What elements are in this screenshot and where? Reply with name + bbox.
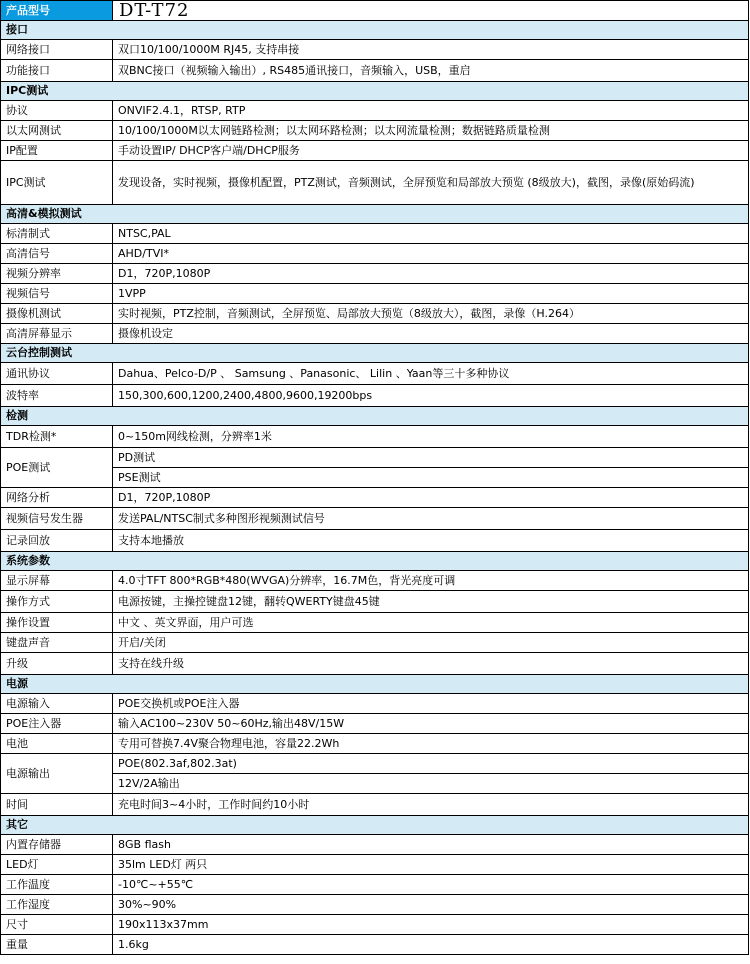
- spec-label: 时间: [1, 794, 113, 816]
- spec-row: [1, 363, 749, 385]
- spec-row: [1, 653, 749, 675]
- spec-row: [1, 468, 749, 488]
- spec-row: [1, 794, 749, 816]
- section-header: [1, 407, 749, 426]
- spec-label: 内置存储器: [1, 835, 113, 855]
- section-title: 接口: [1, 21, 749, 40]
- spec-label: 标清制式: [1, 224, 113, 244]
- section-title: 高清&模拟测试: [1, 205, 749, 224]
- spec-row: [1, 714, 749, 734]
- spec-label: 网络接口: [1, 40, 113, 60]
- section-header: [1, 552, 749, 571]
- section-header: [1, 21, 749, 40]
- spec-label: 以太网测试: [1, 121, 113, 141]
- spec-row: [1, 895, 749, 915]
- spec-row: [1, 754, 749, 774]
- section-title: 云台控制测试: [1, 344, 749, 363]
- spec-label: IP配置: [1, 141, 113, 161]
- spec-value: 支持本地播放: [113, 530, 749, 552]
- spec-row: [1, 448, 749, 468]
- spec-row: [1, 591, 749, 613]
- spec-row: [1, 101, 749, 121]
- spec-value: 190x113x37mm: [113, 915, 749, 935]
- spec-row: [1, 633, 749, 653]
- spec-value: 中文 、英文界面，用户可选: [113, 613, 749, 633]
- model-row: [1, 1, 749, 21]
- spec-label: 视频信号: [1, 284, 113, 304]
- section-title: IPC测试: [1, 82, 749, 101]
- spec-label: 操作设置: [1, 613, 113, 633]
- spec-row: [1, 613, 749, 633]
- spec-row: [1, 571, 749, 591]
- spec-value: Dahua、Pelco-D/P 、 Samsung 、Panasonic、 Lilin 、Yaan等三十多种协议: [113, 363, 749, 385]
- spec-label: 高清信号: [1, 244, 113, 264]
- spec-row: [1, 734, 749, 754]
- section-header: [1, 205, 749, 224]
- spec-label: 高清屏幕显示: [1, 324, 113, 344]
- spec-row: [1, 774, 749, 794]
- spec-row: [1, 60, 749, 82]
- section-header: [1, 82, 749, 101]
- spec-row: [1, 324, 749, 344]
- spec-value: 发送PAL/NTSC制式多种图形视频测试信号: [113, 508, 749, 530]
- spec-value: 电源按键，主操控键盘12键，翻转QWERTY键盘45键: [113, 591, 749, 613]
- spec-value: PSE测试: [113, 468, 749, 488]
- spec-label: 记录回放: [1, 530, 113, 552]
- model-name: DT-T72: [113, 1, 749, 21]
- spec-row: [1, 161, 749, 205]
- spec-row: [1, 264, 749, 284]
- spec-value: 1VPP: [113, 284, 749, 304]
- model-label: 产品型号: [1, 1, 113, 21]
- spec-row: [1, 40, 749, 60]
- spec-label: POE测试: [1, 448, 113, 488]
- spec-row: [1, 508, 749, 530]
- spec-value: 输入AC100~230V 50~60Hz,输出48V/15W: [113, 714, 749, 734]
- spec-label: 网络分析: [1, 488, 113, 508]
- spec-value: 1.6kg: [113, 935, 749, 955]
- spec-row: [1, 935, 749, 955]
- spec-label: 电池: [1, 734, 113, 754]
- spec-row: [1, 488, 749, 508]
- spec-value: D1，720P,1080P: [113, 488, 749, 508]
- spec-row: [1, 385, 749, 407]
- spec-value: 发现设备，实时视频，摄像机配置，PTZ测试，音频测试，全屏预览和局部放大预览 (8级放大)，截图，录像(原始码流): [113, 161, 749, 205]
- spec-value: 150,300,600,1200,2400,4800,9600,19200bps: [113, 385, 749, 407]
- spec-row: [1, 855, 749, 875]
- spec-value: D1，720P,1080P: [113, 264, 749, 284]
- spec-label: 操作方式: [1, 591, 113, 613]
- spec-label: POE注入器: [1, 714, 113, 734]
- section-title: 系统参数: [1, 552, 749, 571]
- spec-value: 12V/2A输出: [113, 774, 749, 794]
- spec-value: 支持在线升级: [113, 653, 749, 675]
- spec-label: 摄像机测试: [1, 304, 113, 324]
- spec-label: 协议: [1, 101, 113, 121]
- spec-value: 实时视频，PTZ控制，音频测试，全屏预览、局部放大预览（8级放大），截图，录像（H.264）: [113, 304, 749, 324]
- spec-value: 4.0寸TFT 800*RGB*480(WVGA)分辨率，16.7M色，背光亮度可调: [113, 571, 749, 591]
- spec-value: POE交换机或POE注入器: [113, 694, 749, 714]
- spec-label: 尺寸: [1, 915, 113, 935]
- spec-label: 显示屏幕: [1, 571, 113, 591]
- spec-row: [1, 530, 749, 552]
- spec-label: 视频信号发生器: [1, 508, 113, 530]
- spec-label: 工作温度: [1, 875, 113, 895]
- section-title: 检测: [1, 407, 749, 426]
- spec-value: 双BNC接口（视频输入输出）, RS485通讯接口，音频输入，USB，重启: [113, 60, 749, 82]
- spec-label: 功能接口: [1, 60, 113, 82]
- spec-row: [1, 915, 749, 935]
- section-header: [1, 816, 749, 835]
- spec-value: 35lm LED灯 两只: [113, 855, 749, 875]
- spec-value: PD测试: [113, 448, 749, 468]
- spec-label: TDR检测*: [1, 426, 113, 448]
- spec-value: ONVIF2.4.1，RTSP, RTP: [113, 101, 749, 121]
- spec-value: 手动设置IP/ DHCP客户端/DHCP服务: [113, 141, 749, 161]
- spec-label: 电源输出: [1, 754, 113, 794]
- spec-value: 双口10/100/1000M RJ45, 支持串接: [113, 40, 749, 60]
- spec-value: 0~150m网线检测，分辨率1米: [113, 426, 749, 448]
- spec-label: 电源输入: [1, 694, 113, 714]
- spec-row: [1, 141, 749, 161]
- spec-label: 视频分辨率: [1, 264, 113, 284]
- spec-value: AHD/TVI*: [113, 244, 749, 264]
- spec-label: 工作湿度: [1, 895, 113, 915]
- section-header: [1, 344, 749, 363]
- spec-value: 10/100/1000M以太网链路检测；以太网环路检测；以太网流量检测；数据链路质量检测: [113, 121, 749, 141]
- spec-value: 充电时间3~4小时，工作时间约10小时: [113, 794, 749, 816]
- spec-value: POE(802.3af,802.3at): [113, 754, 749, 774]
- spec-value: 开启/关闭: [113, 633, 749, 653]
- spec-row: [1, 121, 749, 141]
- spec-label: 重量: [1, 935, 113, 955]
- spec-value: 30%~90%: [113, 895, 749, 915]
- spec-label: 波特率: [1, 385, 113, 407]
- spec-row: [1, 835, 749, 855]
- spec-row: [1, 304, 749, 324]
- spec-value: NTSC,PAL: [113, 224, 749, 244]
- spec-value: 专用可替换7.4V聚合物理电池，容量22.2Wh: [113, 734, 749, 754]
- section-header: [1, 675, 749, 694]
- spec-row: [1, 244, 749, 264]
- spec-label: 通讯协议: [1, 363, 113, 385]
- spec-value: -10℃~+55℃: [113, 875, 749, 895]
- spec-label: IPC测试: [1, 161, 113, 205]
- spec-row: [1, 224, 749, 244]
- spec-row: [1, 694, 749, 714]
- section-title: 电源: [1, 675, 749, 694]
- spec-value: 摄像机设定: [113, 324, 749, 344]
- spec-label: 键盘声音: [1, 633, 113, 653]
- spec-label: LED灯: [1, 855, 113, 875]
- spec-row: [1, 284, 749, 304]
- spec-row: [1, 426, 749, 448]
- spec-row: [1, 875, 749, 895]
- section-title: 其它: [1, 816, 749, 835]
- spec-label: 升级: [1, 653, 113, 675]
- spec-value: 8GB flash: [113, 835, 749, 855]
